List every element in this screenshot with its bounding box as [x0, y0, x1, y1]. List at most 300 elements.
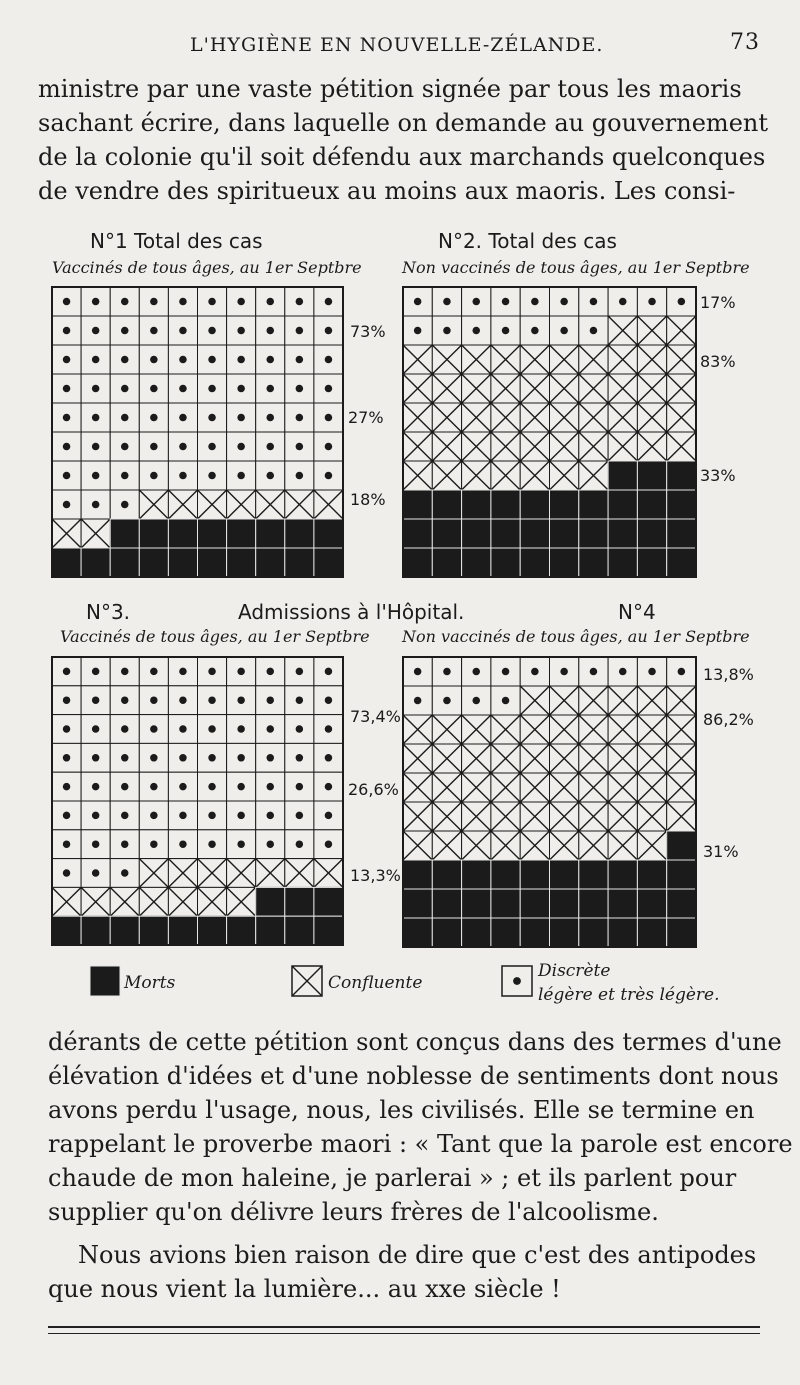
- cell-morts: [110, 519, 139, 548]
- cell-morts: [90, 966, 120, 996]
- cell-morts: [285, 887, 314, 916]
- dot: [237, 668, 244, 675]
- dot: [237, 298, 245, 306]
- dot: [266, 385, 274, 393]
- dot: [325, 298, 333, 306]
- text-line: sachant écrire, dans laquelle on demande au gouvernement: [38, 109, 768, 137]
- chart2-grid: [403, 287, 696, 577]
- dot: [237, 783, 244, 790]
- dot: [63, 414, 71, 422]
- dot: [325, 696, 332, 703]
- dot: [121, 356, 129, 364]
- dot: [325, 668, 332, 675]
- cell-morts: [579, 860, 608, 889]
- chart3-label-confluente: 26,6%: [348, 780, 399, 799]
- cell-morts: [285, 548, 314, 577]
- cell-morts: [608, 490, 637, 519]
- dot: [296, 443, 304, 451]
- paragraph-bottom: [48, 1238, 756, 1306]
- dot: [121, 501, 129, 509]
- dot: [267, 812, 274, 819]
- chart1-label-confluente: 27%: [348, 408, 384, 427]
- cell-morts: [520, 548, 549, 577]
- dot: [325, 472, 333, 480]
- dot: [208, 385, 216, 393]
- dot: [296, 668, 303, 675]
- cell-morts: [256, 887, 285, 916]
- cell-morts: [403, 519, 432, 548]
- dot: [208, 840, 215, 847]
- paragraph-middle: [48, 1025, 793, 1229]
- text-line: rappelant le proverbe maori : « Tant que la parole est encore: [48, 1130, 793, 1158]
- dot: [150, 472, 158, 480]
- dot: [296, 725, 303, 732]
- dot: [121, 385, 129, 393]
- dot: [208, 443, 216, 451]
- cell-morts: [667, 519, 696, 548]
- dot: [179, 414, 187, 422]
- dot: [179, 696, 186, 703]
- chart2-label-discrete: 17%: [700, 293, 736, 312]
- dot: [121, 414, 129, 422]
- dot: [267, 840, 274, 847]
- dot: [63, 754, 70, 761]
- dot: [150, 696, 157, 703]
- cell-morts: [168, 548, 197, 577]
- chart4-label-confluente: 86,2%: [703, 710, 754, 729]
- cell-morts: [314, 519, 343, 548]
- dot: [266, 472, 274, 480]
- dot: [92, 696, 99, 703]
- dot: [237, 414, 245, 422]
- cell-morts: [608, 918, 637, 947]
- dot: [150, 783, 157, 790]
- cell-morts: [314, 916, 343, 945]
- cell-morts: [314, 887, 343, 916]
- cell-morts: [637, 519, 666, 548]
- dot: [208, 472, 216, 480]
- chart1-grid: [52, 287, 343, 577]
- dot: [325, 812, 332, 819]
- dot: [296, 840, 303, 847]
- dot: [267, 696, 274, 703]
- dot: [296, 754, 303, 761]
- cell-morts: [198, 548, 227, 577]
- dot: [92, 869, 99, 876]
- text-line: ministre par une vaste pétition signée par tous les maoris: [38, 75, 742, 103]
- text-line: élévation d'idées et d'une noblesse de sentiments dont nous: [48, 1062, 779, 1090]
- cell-morts: [637, 548, 666, 577]
- cell-morts: [667, 860, 696, 889]
- dot: [63, 385, 71, 393]
- dot: [121, 725, 128, 732]
- cell-morts: [550, 490, 579, 519]
- cell-morts: [608, 889, 637, 918]
- dot: [531, 327, 539, 335]
- dot: [121, 668, 128, 675]
- dot: [296, 327, 304, 335]
- cell-morts: [491, 548, 520, 577]
- dot: [63, 327, 71, 335]
- dot: [502, 298, 510, 306]
- dot: [325, 385, 333, 393]
- dot: [648, 668, 656, 676]
- cell-morts: [432, 860, 461, 889]
- cell-morts: [52, 916, 81, 945]
- dot: [121, 840, 128, 847]
- dot: [121, 298, 129, 306]
- dot: [63, 472, 71, 480]
- dot: [121, 472, 129, 480]
- dot: [443, 697, 451, 705]
- dot: [179, 783, 186, 790]
- cell-morts: [637, 490, 666, 519]
- cell-morts: [403, 490, 432, 519]
- dot: [472, 298, 480, 306]
- cell-morts: [462, 918, 491, 947]
- dot: [267, 725, 274, 732]
- dot: [121, 696, 128, 703]
- dot: [150, 298, 158, 306]
- dot: [237, 840, 244, 847]
- chart4-label-discrete: 13,8%: [703, 665, 754, 684]
- cell-morts: [491, 519, 520, 548]
- cell-morts: [520, 889, 549, 918]
- dot: [121, 754, 128, 761]
- cell-morts: [667, 548, 696, 577]
- dot: [92, 356, 100, 364]
- dot: [472, 668, 480, 676]
- dot: [92, 501, 100, 509]
- dot: [531, 298, 539, 306]
- dot: [179, 812, 186, 819]
- dot: [63, 668, 70, 675]
- dot: [237, 754, 244, 761]
- legend-morts-label: Morts: [124, 973, 176, 993]
- cell-morts: [667, 831, 696, 860]
- dot: [590, 668, 598, 676]
- cell-morts: [491, 918, 520, 947]
- dot: [237, 356, 245, 364]
- cell-morts: [491, 860, 520, 889]
- footer-rule-bottom: [48, 1333, 760, 1334]
- cell-morts: [550, 889, 579, 918]
- dot: [414, 668, 422, 676]
- dot: [296, 385, 304, 393]
- dot: [63, 812, 70, 819]
- dot: [296, 696, 303, 703]
- cell-morts: [110, 548, 139, 577]
- dot: [208, 725, 215, 732]
- dot: [237, 385, 245, 393]
- dot: [92, 754, 99, 761]
- cell-morts: [432, 519, 461, 548]
- cell-morts: [198, 519, 227, 548]
- dot: [237, 443, 245, 451]
- dot: [179, 298, 187, 306]
- dot: [267, 668, 274, 675]
- cell-morts: [462, 860, 491, 889]
- dot: [325, 327, 333, 335]
- dot: [619, 298, 627, 306]
- dot: [179, 840, 186, 847]
- cell-morts: [462, 548, 491, 577]
- figure-section-title: Admissions à l'Hôpital.: [238, 600, 465, 624]
- dot: [266, 443, 274, 451]
- footer-rule-top: [48, 1326, 760, 1328]
- cell-morts: [285, 519, 314, 548]
- dot: [266, 327, 274, 335]
- dot: [92, 783, 99, 790]
- cell-morts: [139, 548, 168, 577]
- dot: [150, 385, 158, 393]
- dot: [267, 754, 274, 761]
- dot: [179, 385, 187, 393]
- dot: [121, 443, 129, 451]
- dot: [121, 783, 128, 790]
- dot: [63, 443, 71, 451]
- dot: [296, 414, 304, 422]
- cell-morts: [227, 916, 256, 945]
- dot: [237, 696, 244, 703]
- dot: [237, 812, 244, 819]
- chart2-label-confluente: 83%: [700, 352, 736, 371]
- dot: [92, 414, 100, 422]
- dot: [414, 298, 422, 306]
- cell-morts: [168, 519, 197, 548]
- text-line: chaude de mon haleine, je parlerai » ; et ils parlent pour: [48, 1164, 737, 1192]
- dot: [92, 668, 99, 675]
- dot: [443, 327, 451, 335]
- dot: [150, 327, 158, 335]
- chart2-number: N°2.: [438, 229, 483, 253]
- cell-morts: [608, 548, 637, 577]
- dot: [325, 443, 333, 451]
- dot: [414, 697, 422, 705]
- dot: [590, 298, 598, 306]
- chart3-label-discrete: 73,4%: [350, 707, 401, 726]
- dot: [208, 327, 216, 335]
- dot: [560, 327, 568, 335]
- text-line: de la colonie qu'il soit défendu aux marchands quelconques: [38, 143, 766, 171]
- dot: [150, 443, 158, 451]
- cell-morts: [667, 461, 696, 490]
- chart4-label-morts: 31%: [703, 842, 739, 861]
- dot: [296, 472, 304, 480]
- page-number: 73: [730, 30, 760, 55]
- chart3-label-morts: 13,3%: [350, 866, 401, 885]
- cell-morts: [550, 548, 579, 577]
- dot: [560, 298, 568, 306]
- chart4-subtitle: Non vaccinés de tous âges, au 1er Septbre: [402, 627, 750, 646]
- dot: [502, 697, 510, 705]
- cell-morts: [579, 519, 608, 548]
- cell-morts: [550, 519, 579, 548]
- cell-morts: [462, 490, 491, 519]
- cell-morts: [608, 519, 637, 548]
- cell-morts: [520, 918, 549, 947]
- dot: [472, 327, 480, 335]
- dot: [208, 812, 215, 819]
- dot: [63, 840, 70, 847]
- cell-morts: [256, 916, 285, 945]
- cell-morts: [520, 519, 549, 548]
- dot: [121, 869, 128, 876]
- cell-morts: [491, 490, 520, 519]
- chart2-subtitle: Non vaccinés de tous âges, au 1er Septbre: [402, 258, 750, 277]
- cell-morts: [637, 461, 666, 490]
- dot: [237, 725, 244, 732]
- cell-morts: [491, 889, 520, 918]
- dot: [266, 298, 274, 306]
- cell-morts: [403, 548, 432, 577]
- cell-morts: [403, 889, 432, 918]
- cell-morts: [314, 548, 343, 577]
- chart1-number: N°1: [90, 229, 128, 253]
- cell-morts: [667, 918, 696, 947]
- dot: [443, 668, 451, 676]
- chart1-subtitle: Vaccinés de tous âges, au 1er Septbre: [52, 258, 362, 277]
- dot: [267, 783, 274, 790]
- dot: [208, 696, 215, 703]
- dot: [590, 327, 598, 335]
- text-line: avons perdu l'usage, nous, les civilisés. Elle se termine en: [48, 1096, 755, 1124]
- dot: [325, 356, 333, 364]
- cell-morts: [403, 860, 432, 889]
- dot: [92, 443, 100, 451]
- dot: [531, 668, 539, 676]
- dot: [150, 414, 158, 422]
- dot: [325, 783, 332, 790]
- cell-morts: [432, 548, 461, 577]
- dot: [92, 298, 100, 306]
- dot: [414, 327, 422, 335]
- cell-morts: [110, 916, 139, 945]
- dot: [443, 298, 451, 306]
- cell-morts: [198, 916, 227, 945]
- cell-morts: [637, 889, 666, 918]
- cell-morts: [520, 860, 549, 889]
- dot: [150, 725, 157, 732]
- dot: [325, 725, 332, 732]
- dot: [63, 696, 70, 703]
- cell-morts: [256, 519, 285, 548]
- dot: [619, 668, 627, 676]
- dot: [208, 668, 215, 675]
- dot: [92, 472, 100, 480]
- legend-discrete-label-2: légère et très légère.: [538, 985, 720, 1005]
- chart1-title: Total des cas: [134, 229, 263, 253]
- dot: [560, 668, 568, 676]
- cell-morts: [637, 860, 666, 889]
- dot: [502, 327, 510, 335]
- cell-morts: [667, 490, 696, 519]
- dot: [179, 443, 187, 451]
- cell-morts: [550, 860, 579, 889]
- dot: [179, 725, 186, 732]
- dot: [472, 697, 480, 705]
- cell-morts: [550, 918, 579, 947]
- dot: [325, 754, 332, 761]
- dot: [325, 840, 332, 847]
- dot: [208, 298, 216, 306]
- dot: [150, 840, 157, 847]
- dot: [513, 977, 521, 985]
- chart4-grid: [403, 657, 696, 947]
- cell-morts: [81, 916, 110, 945]
- dot: [92, 327, 100, 335]
- dot: [63, 501, 71, 509]
- cell-morts: [139, 519, 168, 548]
- dot: [266, 414, 274, 422]
- cell-morts: [432, 889, 461, 918]
- cell-morts: [579, 918, 608, 947]
- dot: [208, 754, 215, 761]
- dot: [92, 840, 99, 847]
- cell-morts: [637, 918, 666, 947]
- cell-morts: [432, 490, 461, 519]
- cell-morts: [139, 916, 168, 945]
- cell-morts: [579, 889, 608, 918]
- dot: [502, 668, 510, 676]
- dot: [150, 754, 157, 761]
- chart3-subtitle: Vaccinés de tous âges, au 1er Septbre: [60, 627, 370, 646]
- cell-morts: [81, 548, 110, 577]
- text-line: que nous vient la lumière... au xxe siècle !: [48, 1275, 561, 1303]
- cell-morts: [256, 548, 285, 577]
- dot: [237, 327, 245, 335]
- dot: [150, 812, 157, 819]
- dot: [92, 812, 99, 819]
- legend-discrete-label-1: Discrète: [538, 961, 611, 981]
- cell-morts: [462, 889, 491, 918]
- dot: [150, 668, 157, 675]
- cell-morts: [462, 519, 491, 548]
- cell-morts: [52, 548, 81, 577]
- cell-morts: [608, 860, 637, 889]
- dot: [179, 356, 187, 364]
- dot: [648, 298, 656, 306]
- cell-morts: [403, 918, 432, 947]
- text-line: Nous avions bien raison de dire que c'est des antipodes: [78, 1241, 757, 1269]
- chart2-title: Total des cas: [488, 229, 617, 253]
- chart3-number: N°3.: [86, 600, 131, 624]
- chart2-label-morts: 33%: [700, 466, 736, 485]
- dot: [296, 783, 303, 790]
- dot: [296, 298, 304, 306]
- text-line: supplier qu'on délivre leurs frères de l'alcoolisme.: [48, 1198, 659, 1226]
- text-line: dérants de cette pétition sont conçus dans des termes d'une: [48, 1028, 782, 1056]
- dot: [63, 869, 70, 876]
- cell-morts: [608, 461, 637, 490]
- dot: [266, 356, 274, 364]
- dot: [208, 783, 215, 790]
- dot: [179, 472, 187, 480]
- dot: [179, 668, 186, 675]
- dot: [237, 472, 245, 480]
- chart1-label-discrete: 73%: [350, 322, 386, 341]
- dot: [678, 298, 686, 306]
- chart1-label-morts: 18%: [350, 490, 386, 509]
- dot: [92, 385, 100, 393]
- dot: [121, 327, 129, 335]
- cell-morts: [432, 918, 461, 947]
- text-line: de vendre des spiritueux au moins aux maoris. Les consi-: [38, 177, 736, 205]
- dot: [179, 327, 187, 335]
- dot: [179, 754, 186, 761]
- dot: [296, 356, 304, 364]
- dot: [63, 783, 70, 790]
